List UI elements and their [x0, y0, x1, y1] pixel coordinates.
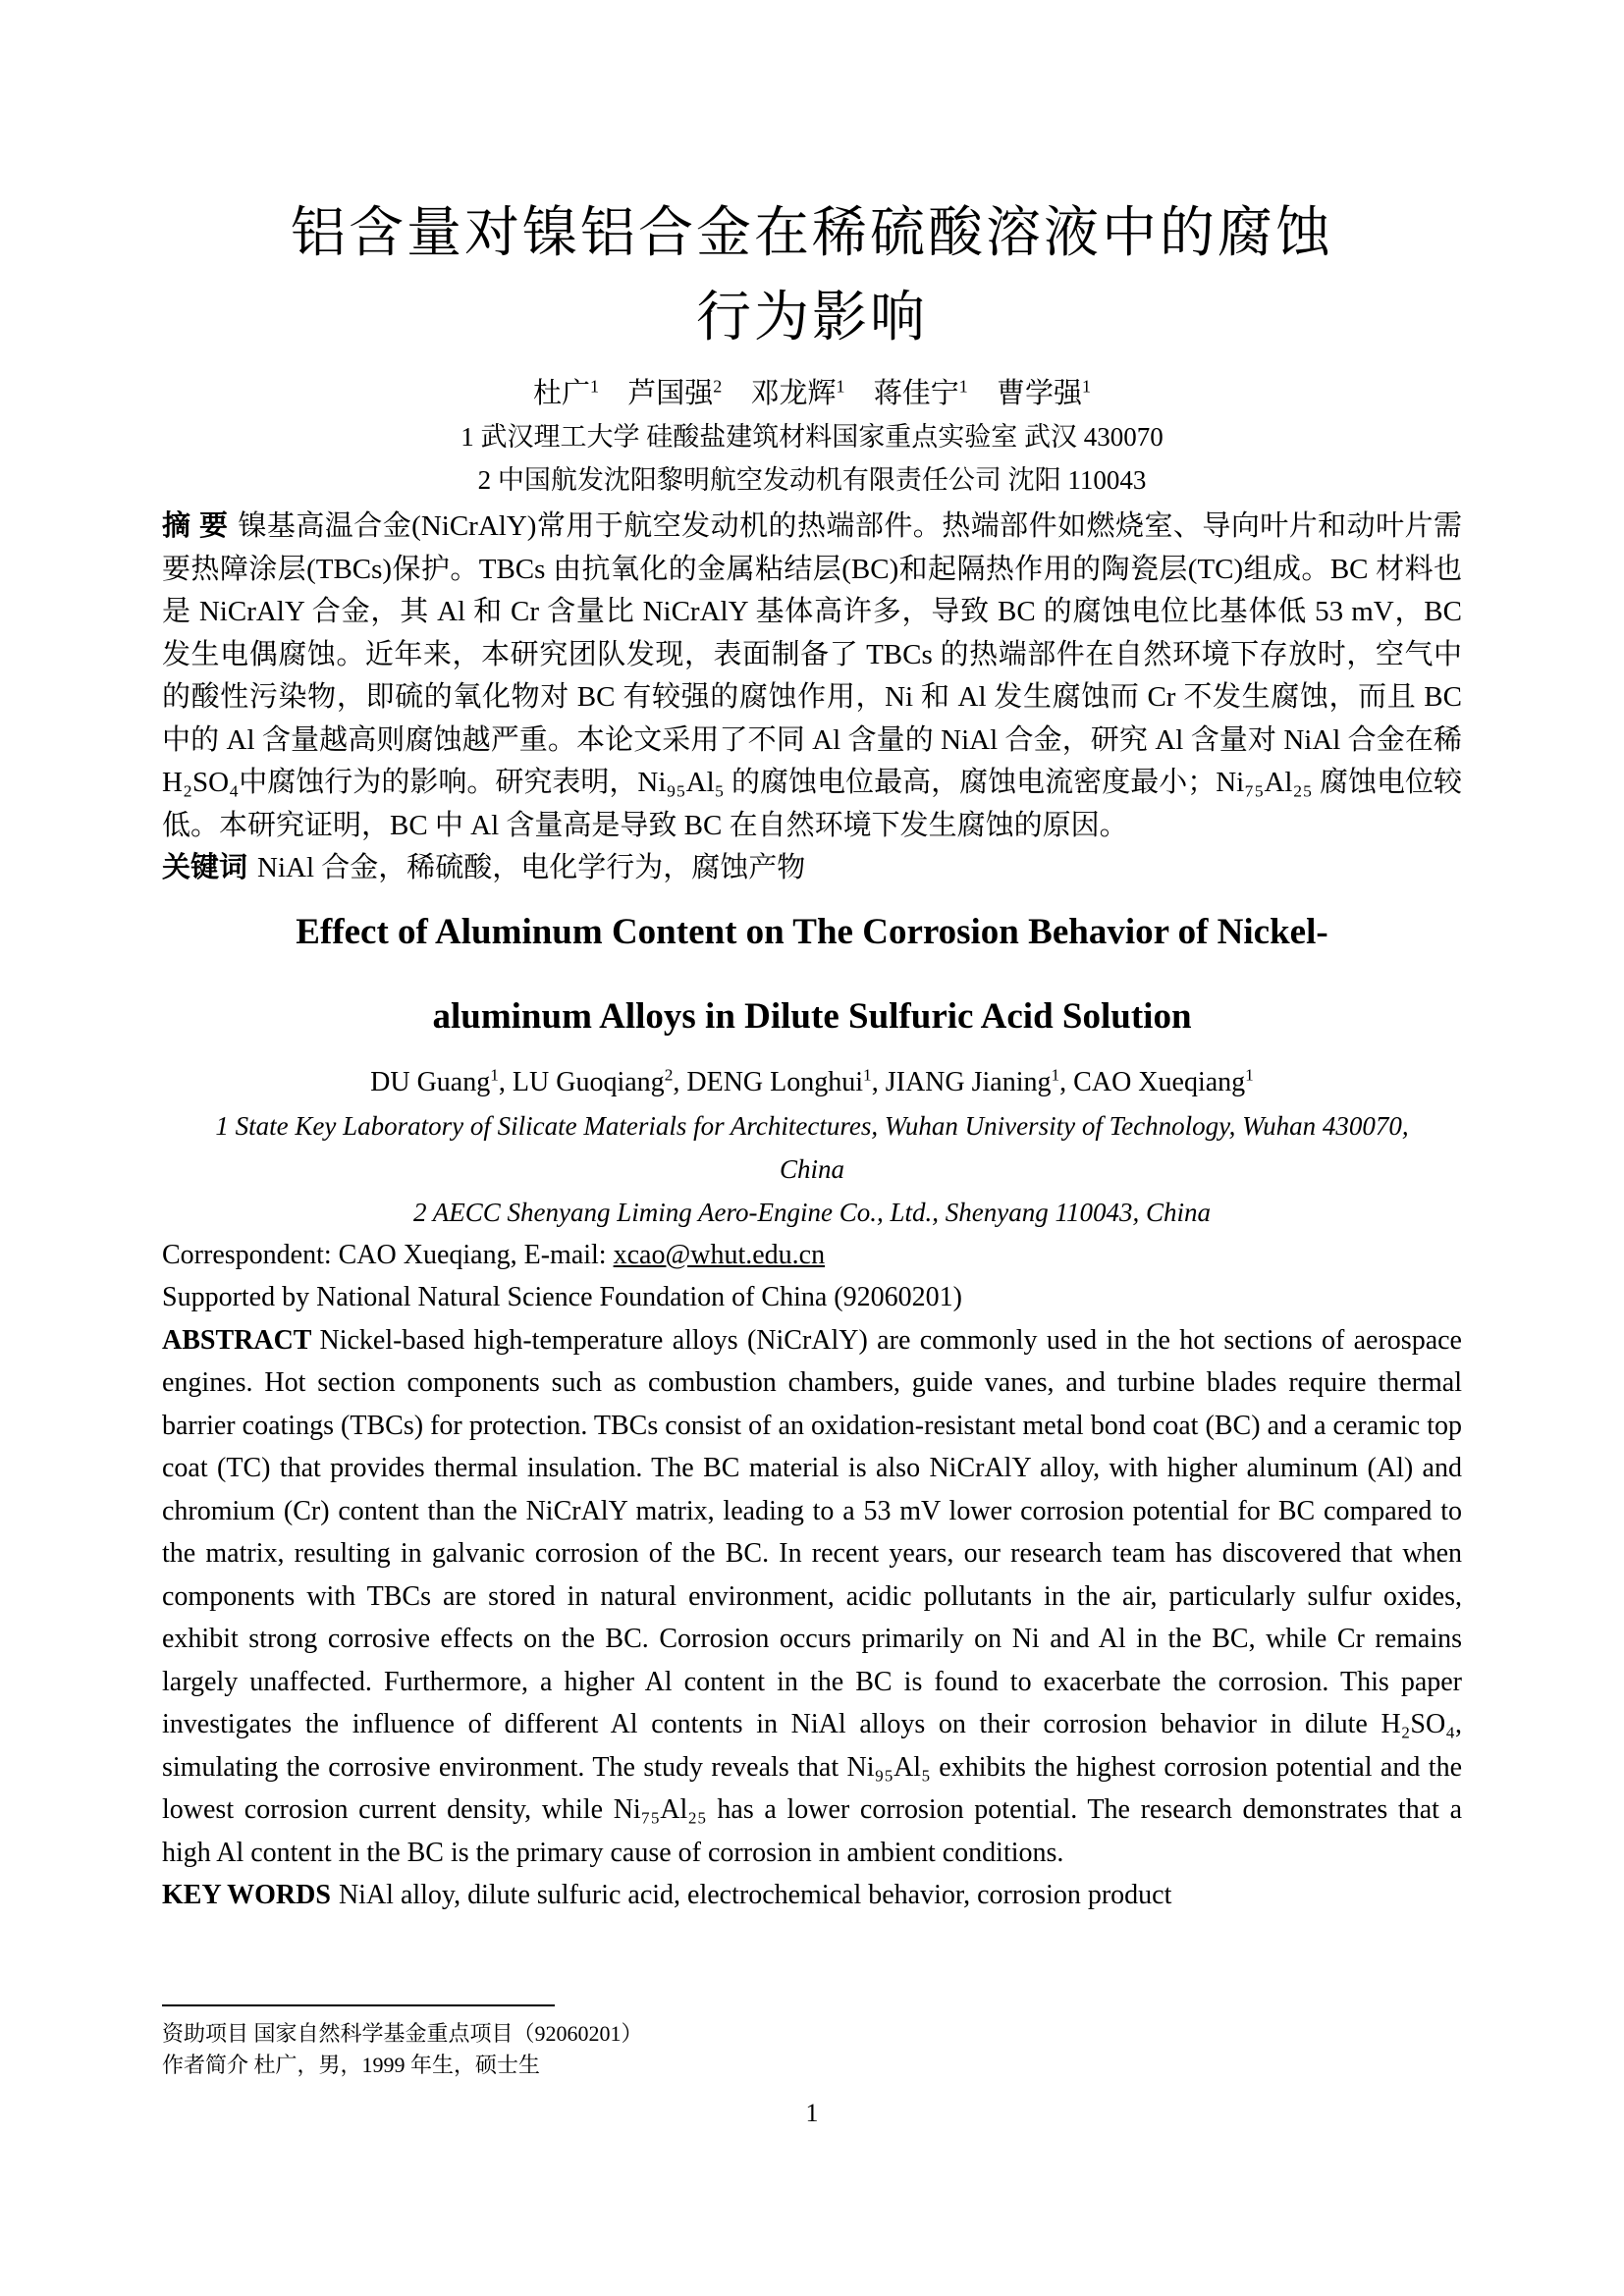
paper-title-en — [162, 890, 1462, 1059]
paper-title-en-line2: aluminum Alloys in Dilute Sulfuric Acid Solution — [432, 995, 1192, 1037]
affiliation-zh-1: 1 武汉理工大学 硅酸盐建筑材料国家重点实验室 武汉 430070 — [460, 422, 1164, 452]
author-zh-affil-mark: 2 — [713, 376, 723, 397]
footnote-author-bio-line: 作者简介 杜广，男，1999 年生，硕士生 — [162, 2053, 541, 2077]
paper-title-zh — [162, 191, 1462, 360]
author-en-affil-mark: 1 — [1245, 1065, 1254, 1085]
author-zh-name: 杜广 — [533, 378, 591, 409]
author-en — [1073, 1067, 1254, 1097]
affiliation-en-1-line1: 1 State Key Laboratory of Silicate Materials for Architectures, Wuhan University of Technology, Wuhan 430070, — [215, 1110, 1409, 1141]
abstract-zh-text: 镍基高温合金(NiCrAlY)常用于航空发动机的热端部件。热端部件如燃烧室、导向叶片和动叶片需要热障涂层(TBCs)保护。TBCs 由抗氧化的金属粘结层(BC)和起隔热作用的陶瓷层(TC)组成。BC 材料也是 NiCrAlY 合金，其 Al 和 Cr 含量比 NiCrAlY 基体高许多，导致 BC 的腐蚀电位比基体低 53 mV，BC 发生电偶腐蚀。近年来，本研究团队发现，表面制备了 TBCs 的热端部件在自然环境下存放时，空气中的酸性污染物，即硫的氧化物对 BC 有较强的腐蚀作用，Ni 和 Al 发生腐蚀而 Cr 不发生腐蚀，而且 BC 中的 Al 含量越高则腐蚀越严重。本论文采用了不同 Al 含量的 NiAl 合金，研究 Al 含量对 NiAl 合金在稀 H₂SO₄中腐蚀行为的影响。研究表明，Ni₉₅Al₅ 的腐蚀电位最高，腐蚀电流密度最小；Ni₇₅Al₂₅ 腐蚀电位较低。本研究证明，BC 中 Al 含量高是导致 BC 在自然环境下发生腐蚀的原因。 — [162, 510, 1463, 841]
affiliation-zh-2: 2 中国航发沈阳黎明航空发动机有限责任公司 沈阳 110043 — [477, 465, 1147, 495]
author-zh — [751, 378, 845, 409]
author-en-affil-mark: 1 — [490, 1065, 499, 1085]
author-en-name: LU Guoqiang — [512, 1066, 665, 1097]
author-zh-affil-mark: 1 — [590, 376, 599, 397]
author-en — [370, 1067, 513, 1097]
author-en-name: JIANG Jianing — [885, 1066, 1052, 1097]
keywords-en-text: NiAl alloy, dilute sulfuric acid, electrochemical behavior, corrosion product — [338, 1880, 1172, 1910]
author-en — [513, 1067, 686, 1097]
author-en-affil-mark: 2 — [664, 1065, 674, 1085]
author-en-affil-mark: 1 — [1051, 1065, 1060, 1085]
affiliation-en-1-line2: China — [779, 1153, 844, 1184]
author-zh — [874, 378, 968, 409]
abstract-en — [162, 1319, 1462, 1875]
supported-line: Supported by National Natural Science Foundation of China (92060201) — [162, 1282, 962, 1312]
author-separator: , — [498, 1066, 513, 1097]
author-zh — [627, 378, 722, 409]
author-en-name: DU Guang — [370, 1066, 491, 1097]
author-zh-name: 邓龙辉 — [750, 378, 837, 409]
author-zh-name: 曹学强 — [997, 378, 1083, 409]
keywords-zh-text: NiAl 合金，稀硫酸，电化学行为，腐蚀产物 — [257, 852, 806, 883]
author-zh-name: 芦国强 — [627, 378, 714, 409]
author-en-name: DENG Longhui — [686, 1066, 864, 1097]
author-separator: , — [673, 1066, 687, 1097]
author-zh-affil-mark: 1 — [1082, 376, 1091, 397]
author-zh — [533, 378, 599, 409]
abstract-zh-label: 摘 要 — [162, 510, 229, 542]
author-en-affil-mark: 1 — [863, 1065, 872, 1085]
author-separator: , — [871, 1066, 886, 1097]
correspondent-line — [162, 1234, 1462, 1277]
author-en-name: CAO Xueqiang — [1073, 1066, 1246, 1097]
email-link[interactable]: xcao@whut.edu.cn — [613, 1239, 826, 1270]
keywords-zh-label: 关键词 — [162, 852, 248, 883]
author-zh — [997, 378, 1091, 409]
keywords-en — [162, 1874, 1462, 1917]
correspondent-prefix: Correspondent: CAO Xueqiang, E-mail: — [162, 1239, 614, 1270]
paper-title-zh-line1: 铝含量对镍铝合金在稀硫酸溶液中的腐蚀 — [291, 203, 1333, 264]
author-zh-name: 蒋佳宁 — [873, 378, 959, 409]
keywords-en-label: KEY WORDS — [162, 1880, 331, 1910]
footnote-funding-line: 资助项目 国家自然科学基金重点项目（92060201） — [162, 2021, 643, 2046]
affiliation-en-2: 2 AECC Shenyang Liming Aero-Engine Co., Ltd., Shenyang 110043, China — [413, 1197, 1211, 1227]
abstract-en-text: Nickel-based high-temperature alloys (NiCrAlY) are commonly used in the hot sections of aerospace engines. Hot section components such as combustion chambers, guide vanes, and turbine blades require thermal barrier coatings (TBCs) for protection. TBCs consist of an oxidation-resistant metal bond coat (BC) and a ceramic top coat (TC) that provides thermal insulation. The BC material is also NiCrAlY alloy, with higher aluminum (Al) and chromium (Cr) content than the NiCrAlY matrix, leading to a 53 mV lower corrosion potential for BC compared to the matrix, resulting in galvanic corrosion of the BC. In recent years, our research team has discovered that when components with TBCs are stored in natural environment, acidic pollutants in the air, particularly sulfur oxides, exhibit strong corrosive effects on the BC. Corrosion occurs primarily on Ni and Al in the BC, while Cr remains largely unaffected. Furthermore, a higher Al content in the BC is found to exacerbate the corrosion. This paper investigates the influence of different Al contents in NiAl alloys on their corrosion behavior in dilute H₂SO₄, simulating the corrosive environment. The study reveals that Ni₉₅Al₅ exhibits the highest corrosion potential and the lowest corrosion current density, while Ni₇₅Al₂₅ has a lower corrosion potential. The research demonstrates that a high Al content in the BC is the primary cause of corrosion in ambient conditions. — [162, 1324, 1462, 1868]
author-separator: , — [1059, 1066, 1074, 1097]
page-number: 1 — [805, 2099, 819, 2127]
paper-title-en-line1: Effect of Aluminum Content on The Corrosion Behavior of Nickel- — [296, 911, 1328, 952]
paper-title-zh-line2: 行为影响 — [696, 288, 928, 348]
abstract-en-label: ABSTRACT — [162, 1324, 312, 1356]
author-zh-affil-mark: 1 — [836, 376, 845, 397]
author-en — [886, 1067, 1073, 1097]
footnote — [162, 2004, 1462, 2081]
author-en — [686, 1067, 885, 1097]
authors-en — [162, 1061, 1462, 1104]
authors-zh — [162, 372, 1462, 415]
keywords-zh — [162, 847, 1462, 890]
abstract-zh — [162, 506, 1462, 847]
author-zh-affil-mark: 1 — [958, 376, 968, 397]
footnote-separator-rule — [162, 2004, 555, 2006]
